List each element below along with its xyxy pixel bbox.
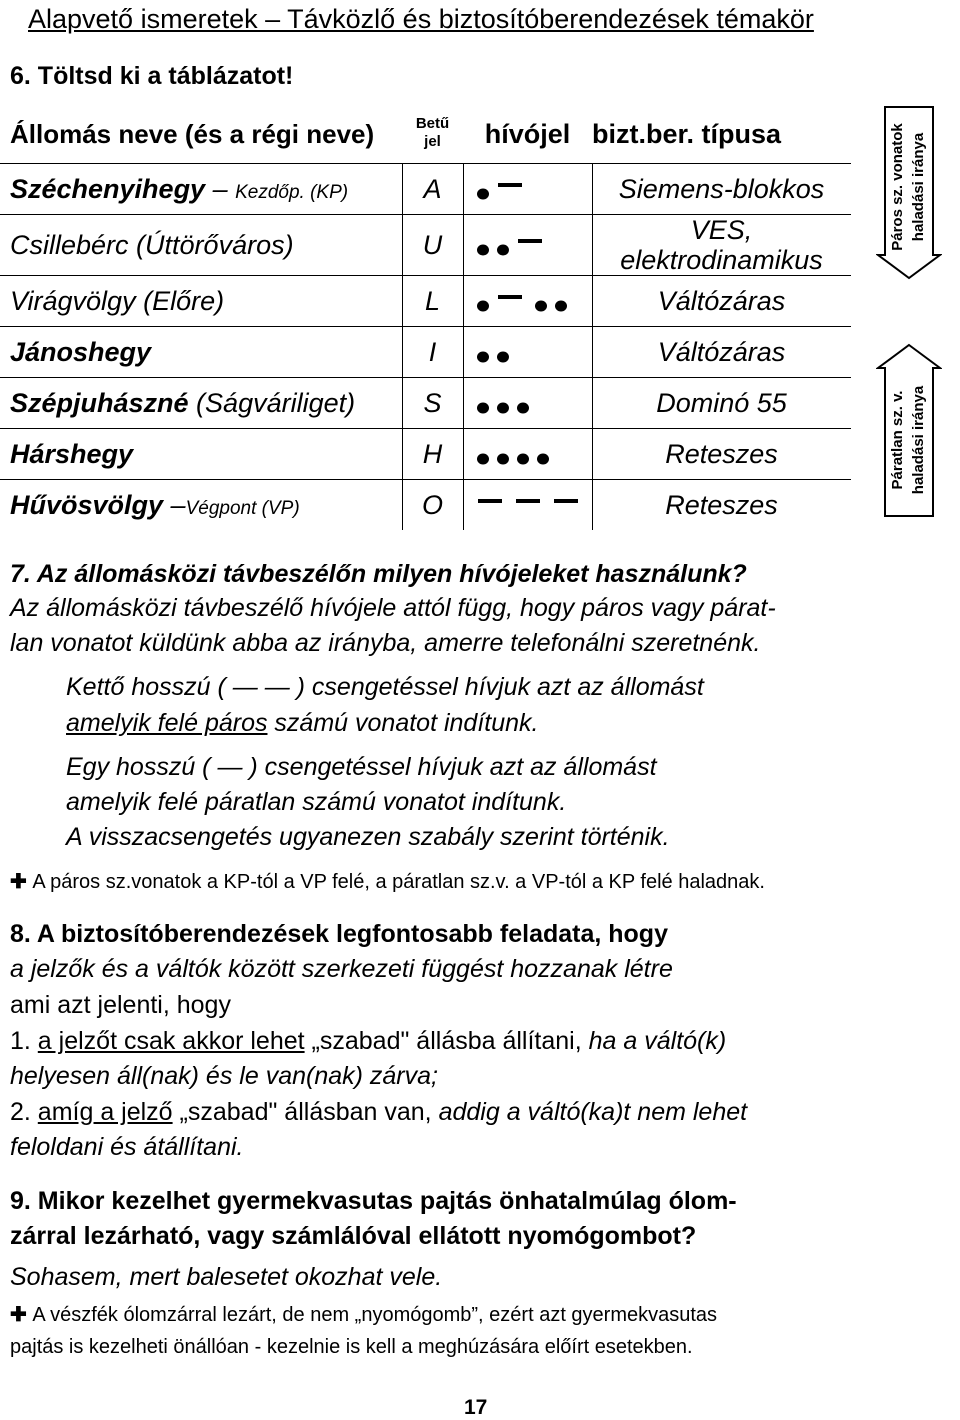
page-header: Alapvető ismeretek – Távközlő és biztosítóberendezések témakör [28,4,814,34]
short-ring-dot [497,351,509,362]
answer-8-line-3: 1. a jelzőt csak akkor lehet „szabad" állásba állítani, ha a váltó(k) [10,1027,727,1055]
morse-signal [464,380,592,420]
signal-cell [463,429,592,480]
question-9-line-1: 9. Mikor kezelhet gyermekvasutas pajtás önhatalmúlag ólom- [10,1187,737,1215]
page-number: 17 [464,1396,488,1419]
answer-7-line-6: amelyik felé páratlan számú vonatot indítunk. [66,788,567,816]
short-ring-dot [477,300,489,311]
short-ring-dot [477,402,489,413]
signal-cell [463,215,592,276]
question-7: 7. Az állomásközi távbeszélőn milyen hívójeleket használunk? [10,560,747,588]
answer-8-line-4: helyesen áll(nak) és le van(nak) zárva; [10,1062,438,1090]
morse-signal [464,482,592,522]
answer-7-line-2: lan vonatot küldünk abba az irányba, amerre telefonálni szeretnénk. [10,629,761,657]
note-emergency-brake-2: pajtás is kezelheti önállóan - kezelnie is kell a meghúzására előírt esetekben. [10,1336,693,1358]
answer-7-line-4: amelyik felé páros számú vonatot indítunk. [66,709,539,737]
header-type: bizt.ber. típusa [592,118,782,149]
plus-icon: ✚ [10,871,33,893]
morse-signal [464,222,592,262]
answer-9: Sohasem, mert balesetet okozhat vele. [10,1263,443,1291]
table-row: Szépjuhászné (Ságváriliget) S Dominó 55 [0,378,851,429]
morse-signal [464,431,592,471]
table-header-row [0,105,851,164]
question-8: 8. A biztosítóberendezések legfontosabb feladata, hogy [10,920,668,948]
signal-cell [463,378,592,429]
short-ring-dot [497,244,509,255]
short-ring-dot [477,244,489,255]
table-row: Hárshegy H Reteszes [0,429,851,480]
answer-8-line-6: feloldani és átállítani. [10,1133,244,1161]
table-row: Csillebérc (Úttörőváros) U VES, elektrodinamikus [0,215,851,276]
table-row: Széchenyihegy – Kezdőp. (KP) A Siemens-blokkos [0,164,851,215]
short-ring-dot [497,453,509,464]
answer-8-line-5: 2. amíg a jelző „szabad" állásban van, addig a váltó(ka)t nem lehet [10,1098,748,1126]
header-signal: hívójel [484,118,571,149]
short-ring-dot [497,402,509,413]
answer-7-line-3: Kettő hosszú ( — — ) csengetéssel hívjuk azt az állomást [66,673,704,701]
long-ring-dash [498,183,522,187]
signal-cell [463,164,592,215]
station-table [0,105,851,530]
long-ring-dash [516,499,540,503]
short-ring-dot [537,453,549,464]
header-station-name: Állomás neve (és a régi neve) [10,118,375,149]
note-direction: ✚ A páros sz.vonatok a KP-tól a VP felé, a páratlan sz.v. a VP-tól a KP felé haladnak. [10,871,765,893]
header-letter: Betű jel [415,115,450,150]
question-6: 6. Töltsd ki a táblázatot! [10,62,294,90]
signal-cell [463,480,592,531]
table-row: Hűvösvölgy –Végpont (VP) O Reteszes [0,480,851,531]
note-emergency-brake-1: ✚ A vészfék ólomzárral lezárt, de nem „nyomógomb”, ezért azt gyermekvasutas [10,1304,718,1326]
answer-8-line-1: a jelzők és a váltók között szerkezeti függést hozzanak létre [10,955,673,983]
answer-7-line-7: A visszacsengetés ugyanezen szabály szerint történik. [66,823,670,851]
short-ring-dot [477,351,489,362]
odd-direction-label: Páratlan sz. v. haladási iránya [889,385,927,495]
long-ring-dash [518,239,542,243]
table-row: Jánoshegy I Váltózáras [0,327,851,378]
short-ring-dot [555,300,567,311]
short-ring-dot [477,453,489,464]
plus-icon: ✚ [10,1304,33,1326]
answer-7-line-1: Az állomásközi távbeszélő hívójele attól függ, hogy páros vagy párat- [10,594,776,622]
question-9-line-2: zárral lezárható, vagy számlálóval ellátott nyomógombot? [10,1222,697,1250]
long-ring-dash [498,295,522,299]
short-ring-dot [477,188,489,199]
short-ring-dot [517,402,529,413]
answer-7-line-5: Egy hosszú ( — ) csengetéssel hívjuk azt az állomást [66,753,657,781]
long-ring-dash [478,499,502,503]
morse-signal [464,329,592,369]
signal-cell [463,276,592,327]
morse-signal [464,278,592,318]
long-ring-dash [554,499,578,503]
short-ring-dot [517,453,529,464]
short-ring-dot [535,300,547,311]
signal-cell [463,327,592,378]
answer-8-line-2: ami azt jelenti, hogy [10,991,231,1019]
even-direction-label: Páros sz. vonatok haladási iránya [889,123,927,251]
table-row: Virágvölgy (Előre) L Váltózáras [0,276,851,327]
morse-signal [464,166,592,206]
